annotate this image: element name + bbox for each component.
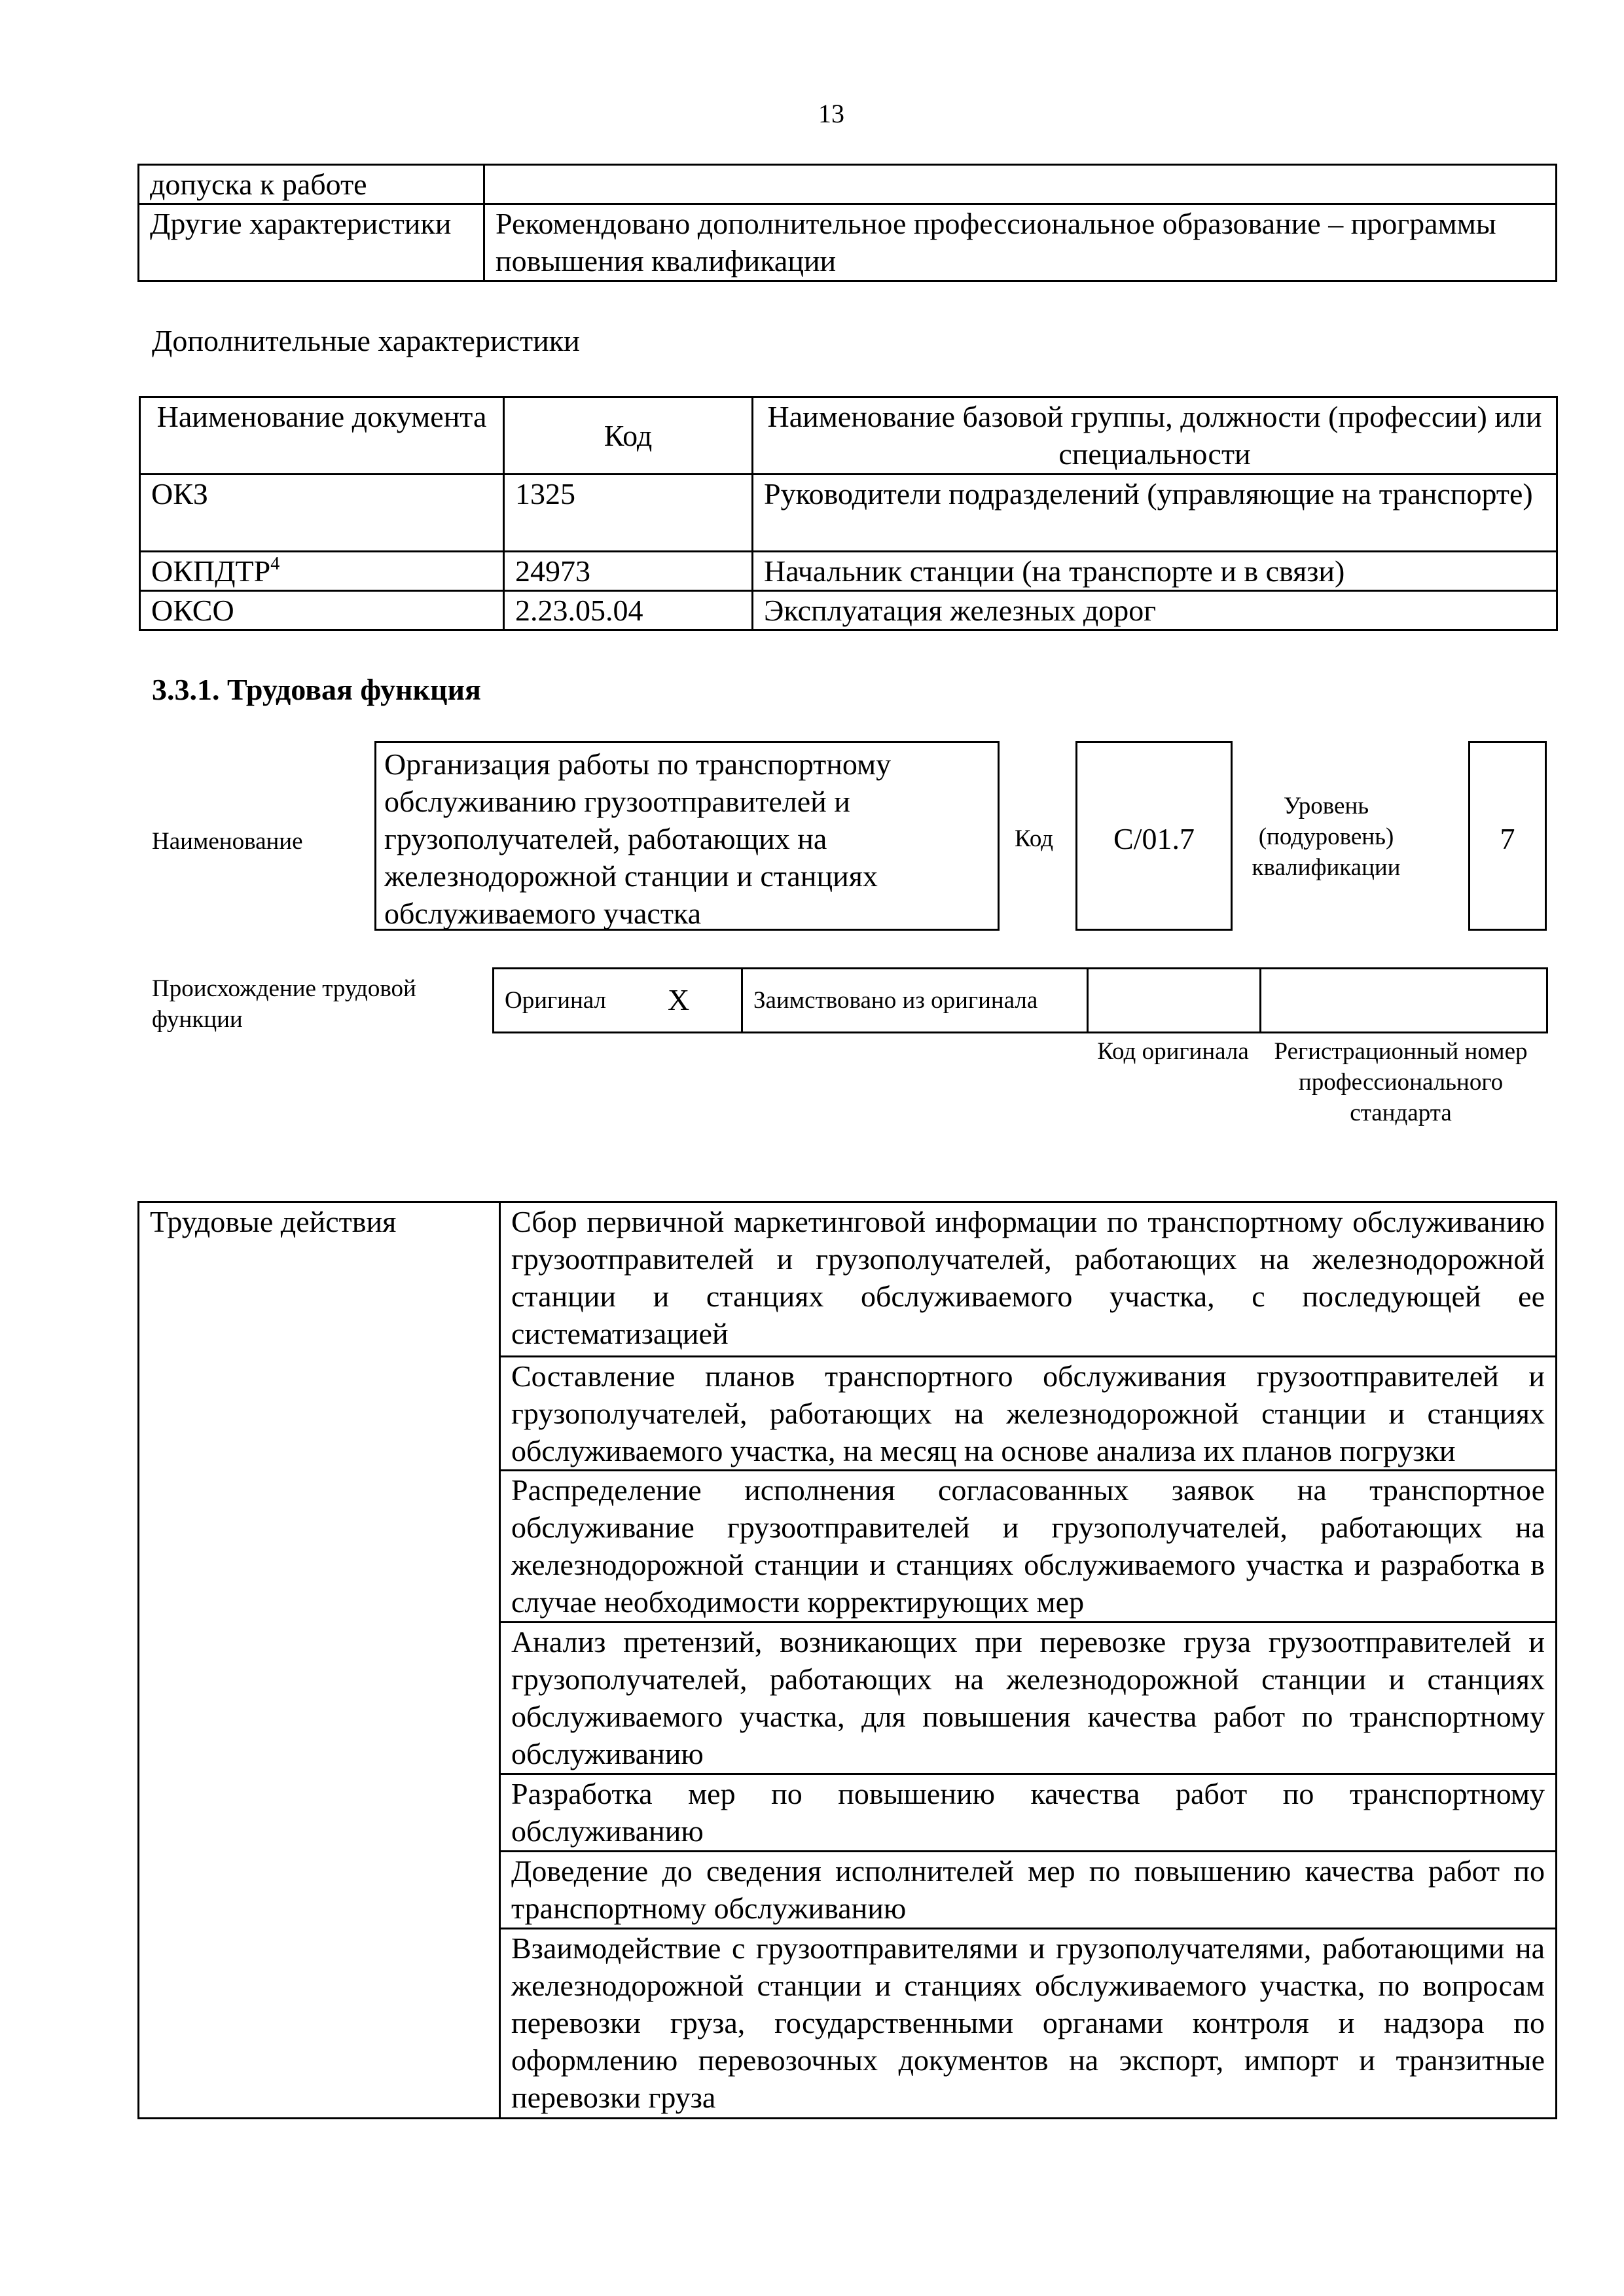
original-label: Оригинал <box>505 987 607 1014</box>
table-row <box>139 165 1557 204</box>
level-value: 7 <box>1500 822 1515 855</box>
function-code-box <box>1075 741 1233 931</box>
column-header: Наименование базовой группы, должности (профессии) или специальности <box>753 397 1557 475</box>
original-cell <box>494 969 742 1033</box>
code-cell: 1325 <box>504 475 753 552</box>
table-row <box>139 204 1557 281</box>
action-item: Сбор первичной маркетинговой информации по транспортному обслуживанию грузоотправителей и грузополучателей, работающих на железнодорожной станции и станциях обслуживаемого участка, с последующей ее систематизацией <box>500 1202 1557 1357</box>
action-item: Анализ претензий, возникающих при перевозке груза грузоотправителей и грузополучателей, работающих на железнодорожной станции и станциях обслуживаемого участка, для повышения качества работ по транспортному обслуживанию <box>500 1623 1557 1774</box>
level-box <box>1468 741 1547 931</box>
action-item: Взаимодействие с грузоотправителями и грузополучателями, работающими на железнодорожной станции и станциях обслуживаемого участка, по вопросам перевозки груза, государственными органами контроля и надзора по оформлению перевозочных документов на экспорт, импорт и транзитные перевозки груза <box>500 1929 1557 2119</box>
code-cell: 2.23.05.04 <box>504 591 753 630</box>
function-code-value: C/01.7 <box>1113 822 1195 855</box>
actions-label: Трудовые действия <box>139 1202 500 2119</box>
row-label: допуска к работе <box>139 165 484 204</box>
function-name-box <box>374 741 1000 931</box>
origin-table <box>492 967 1548 1033</box>
code-cell: 24973 <box>504 552 753 591</box>
table-row <box>140 591 1557 630</box>
level-label: Уровень (подуровень) квалификации <box>1252 793 1401 881</box>
name-cell: Эксплуатация железных дорог <box>753 591 1557 630</box>
function-name-text: Организация работы по транспортному обслуживанию грузоотправителей и грузополучателей, работающих на железнодорожной станции и станциях обслуживаемого участка <box>384 747 892 930</box>
table-header-row <box>140 397 1557 475</box>
code-label: Код <box>1015 825 1054 852</box>
action-item: Доведение до сведения исполнителей мер по повышению качества работ по транспортному обслуживанию <box>500 1852 1557 1929</box>
top-table <box>137 164 1557 282</box>
actions-table <box>137 1201 1557 2119</box>
row-value: Рекомендовано дополнительное профессиональное образование – программы повышения квалификации <box>484 204 1557 281</box>
footnote-mark: 4 <box>270 554 280 574</box>
section-title: 3.3.1. Трудовая функция <box>152 673 481 706</box>
origin-row <box>494 969 1547 1033</box>
table-row <box>140 475 1557 552</box>
action-item: Составление планов транспортного обслуживания грузоотправителей и грузополучателей, работающих на железнодорожной станции и станциях обслуживаемого участка, на месяц на основе анализа их планов погрузки <box>500 1357 1557 1471</box>
reg-caption: Регистрационный номер профессионального стандарта <box>1274 1038 1528 1126</box>
row-value <box>484 165 1557 204</box>
table-row <box>140 552 1557 591</box>
additional-heading: Дополнительные характеристики <box>152 324 580 357</box>
original-code-cell <box>1088 969 1261 1033</box>
original-mark: X <box>668 983 690 1016</box>
borrowed-cell: Заимствовано из оригинала <box>742 969 1088 1033</box>
code-caption: Код оригинала <box>1097 1038 1249 1065</box>
page-number: 13 <box>818 99 844 128</box>
origin-label: Происхождение трудовой функции <box>152 975 416 1033</box>
name-cell: Руководители подразделений (управляющие на транспорте) <box>753 475 1557 552</box>
column-header: Код <box>504 397 753 475</box>
additional-table <box>139 396 1558 631</box>
table-row <box>139 1202 1557 1357</box>
doc-cell <box>140 552 504 591</box>
row-label: Другие характеристики <box>139 204 484 281</box>
doc-cell: ОКЗ <box>140 475 504 552</box>
action-item: Разработка мер по повышению качества работ по транспортному обслуживанию <box>500 1774 1557 1852</box>
column-header: Наименование документа <box>140 397 504 475</box>
doc-cell: ОКСО <box>140 591 504 630</box>
action-item: Распределение исполнения согласованных заявок на транспортное обслуживание грузоотправителей и грузополучателей, работающих на железнодорожной станции и станциях обслуживаемого участка и разработка в случае необходимости корректирующих мер <box>500 1471 1557 1623</box>
doc-text: ОКПДТР <box>151 554 271 588</box>
name-cell: Начальник станции (на транспорте и в связи) <box>753 552 1557 591</box>
reg-number-cell <box>1261 969 1547 1033</box>
name-label: Наименование <box>152 828 303 855</box>
